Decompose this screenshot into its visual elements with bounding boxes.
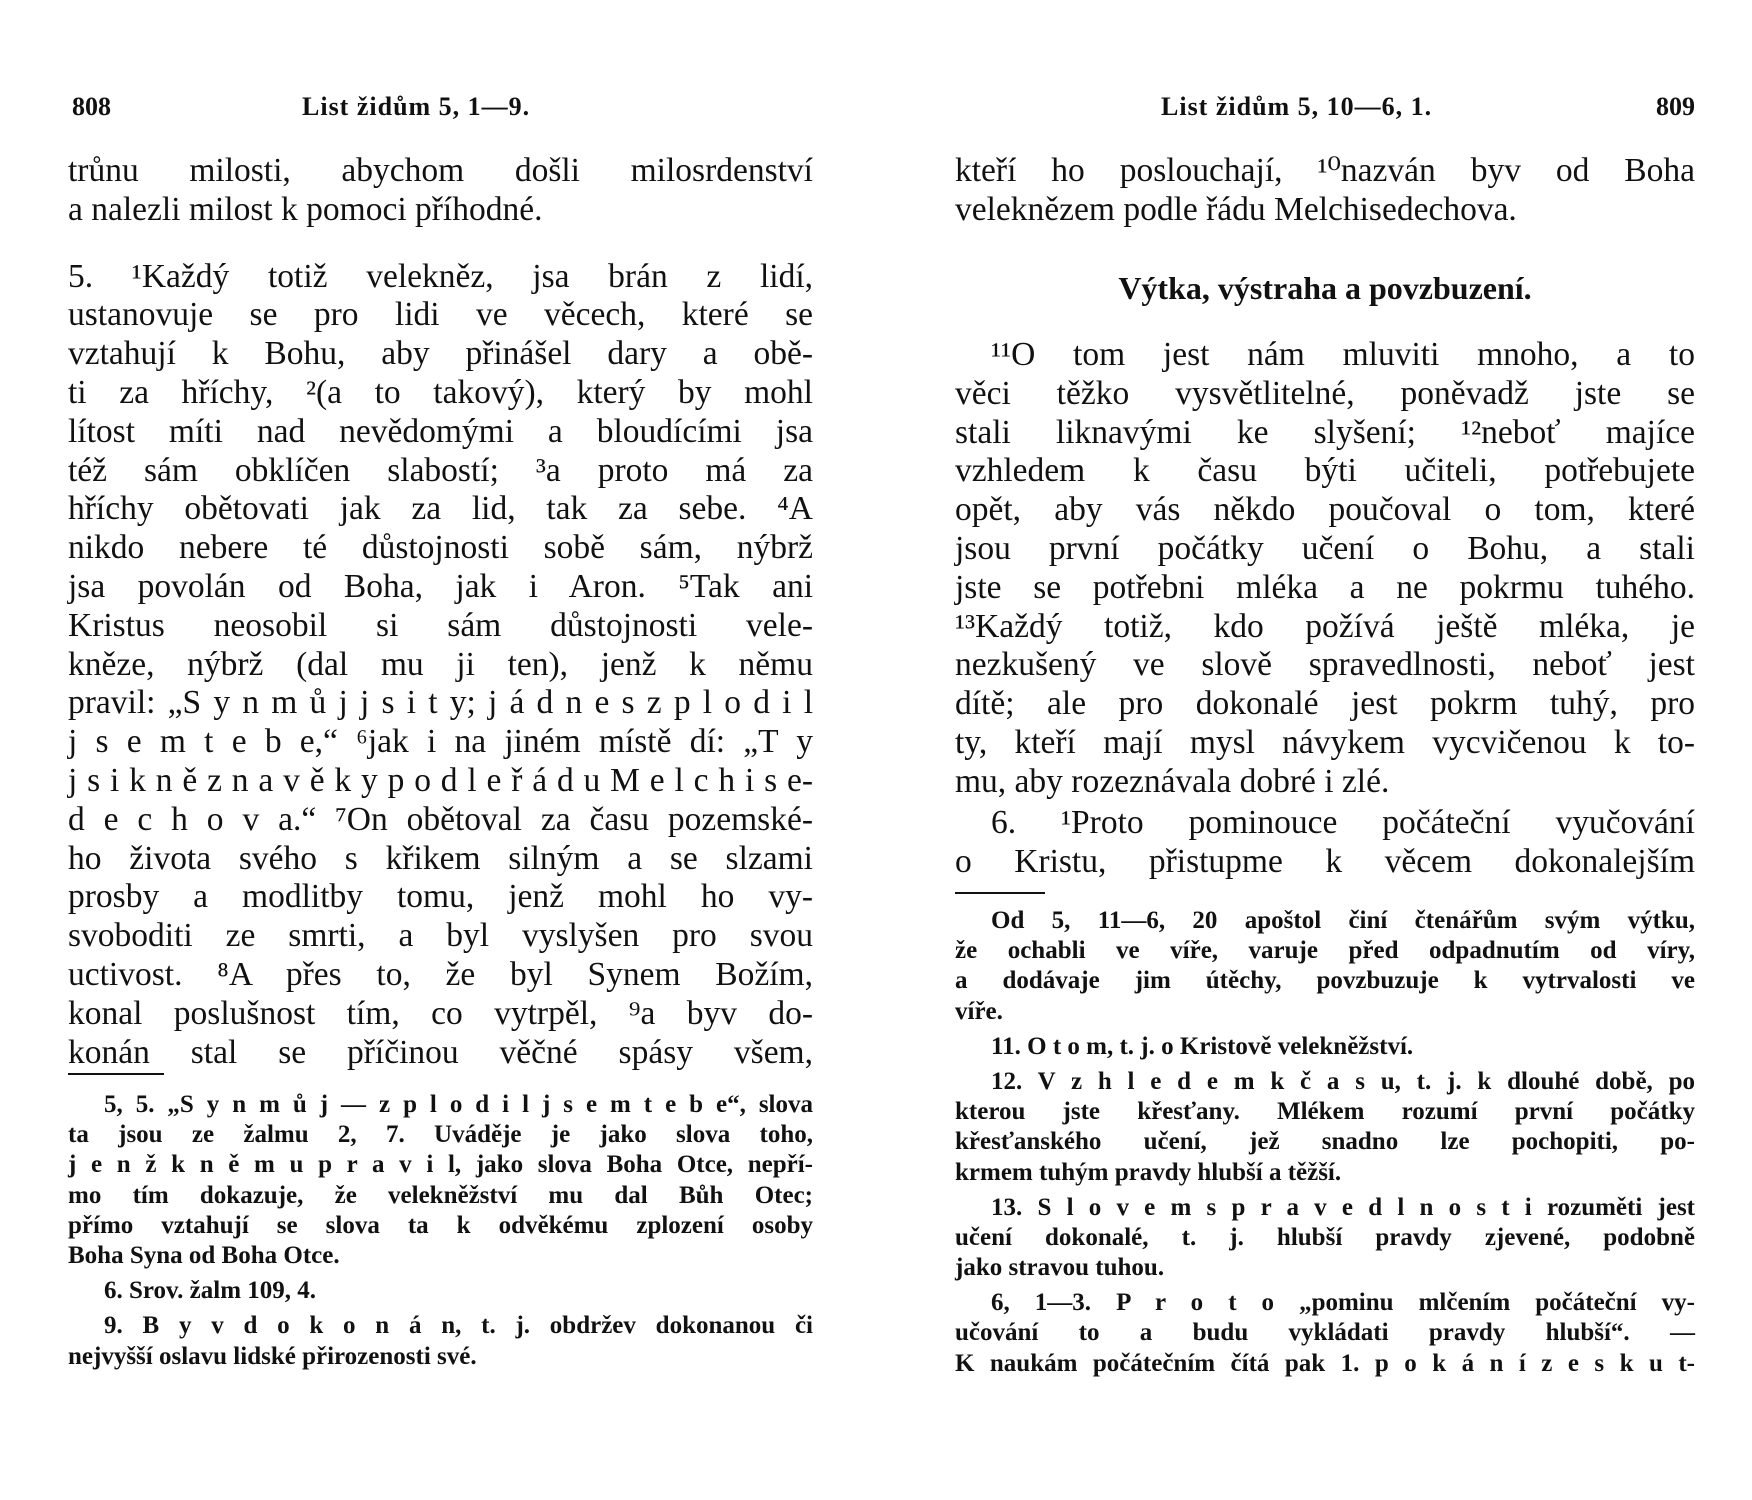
right-body-line: veleknězem podle řádu Melchisedechova.	[955, 190, 1517, 228]
left-footnotes	[68, 1090, 813, 1372]
left-body-line: nikdo nebere té důstojnosti sobě sám, nýbrž	[68, 529, 813, 567]
right-body-line: ¹¹O tom jest nám mluviti mnoho, a to	[991, 336, 1695, 373]
footnote-line: učování to a budu vykládati pravdy hlubší“. —	[955, 1319, 1695, 1347]
footnote-line: víře.	[955, 997, 1003, 1025]
left-body-line: ustanovuje se pro lidi ve věcech, které se	[68, 296, 813, 334]
left-body-line: 5. ¹Každý totiž velekněz, jsa brán z lidí,	[68, 257, 813, 295]
right-body-line: jste se potřebni mléka a ne pokrmu tuhého.	[955, 568, 1695, 606]
left-page	[68, 0, 813, 1500]
left-body-line: jsa povolán od Boha, jak i Aron. ⁵Tak ani	[68, 567, 813, 605]
left-body-line: j s i k n ě z n a v ě k y p o d l e ř á d u M e l c h i s e-	[68, 761, 813, 799]
left-body-text	[68, 152, 813, 1072]
footnote-divider	[955, 892, 1045, 894]
section-heading: Výtka, výstraha a povzbuzení.	[1118, 270, 1532, 306]
left-running-head	[68, 92, 813, 124]
right-body-line: dítě; ale pro dokonalé jest pokrm tuhý, pro	[955, 685, 1695, 723]
left-body-line: uctivost. ⁸A přes to, že byl Synem Božím,	[68, 955, 813, 993]
left-page-number: 808	[72, 92, 111, 121]
footnote-line: jako stravou tuhou.	[955, 1254, 1165, 1282]
footnote-line: 13. S l o v e m s p r a v e d l n o s t i rozuměti jest	[991, 1193, 1695, 1221]
footnote-line: 11. O t o m, t. j. o Kristově velekněžství.	[991, 1032, 1414, 1060]
left-body-line: j s e m t e b e,“ ⁶jak i na jiném místě dí: „T y	[68, 723, 813, 761]
right-body-text-bottom	[955, 804, 1695, 882]
left-running-title: List židům 5, 1—9.	[302, 92, 531, 121]
footnote-line: křesťanského učení, jež snadno lze pochopiti, po-	[955, 1128, 1695, 1156]
right-body-line: o Kristu, přistupme k věcem dokonalejším	[955, 842, 1695, 880]
right-body-line: mu, aby rozeznávala dobré i zlé.	[955, 762, 1390, 800]
left-body-line: trůnu milosti, abychom došli milosrdenství	[68, 152, 813, 189]
right-body-line: opět, aby vás někdo poučoval o tom, které	[955, 491, 1695, 529]
left-body-line: pravil: „S y n m ů j j s i t y; j á d n e s z p l o d i l	[68, 684, 813, 722]
right-body-line: stali liknavými ke slyšení; ¹²neboť majíce	[955, 413, 1695, 451]
footnote-line: j e n ž k n ě m u p r a v i l, jako slova Boha Otce, nepří-	[68, 1151, 813, 1179]
left-body-line: prosby a modlitby tomu, jenž mohl ho vy-	[68, 878, 813, 916]
left-body-line: a nalezli milost k pomoci příhodné.	[68, 190, 543, 228]
footnote-line: mo tím dokazuje, že velekněžství mu dal Bůh Otec;	[68, 1181, 813, 1209]
right-body-line: věci těžko vysvětlitelné, poněvadž jste se	[955, 374, 1695, 412]
right-body-line: jsou první počátky učení o Bohu, a stali	[955, 529, 1695, 567]
left-body-line: lítost míti nad nevědomými a bloudícími jsa	[68, 412, 813, 450]
right-page	[955, 0, 1695, 1500]
footnote-line: přímo vztahují se slova ta k odvěkému zplození osoby	[68, 1211, 813, 1239]
footnote-line: Boha Syna od Boha Otce.	[68, 1241, 340, 1269]
left-body-line: vztahují k Bohu, aby přinášel dary a obě-	[68, 335, 813, 373]
right-body-line: 6. ¹Proto pominouce počáteční vyučování	[991, 804, 1695, 841]
left-body-line: d e c h o v a.“ ⁷On obětoval za času pozemské-	[68, 800, 813, 838]
right-body-line: vzhledem k času býti učiteli, potřebujete	[955, 452, 1695, 490]
footnote-line: 6, 1—3. P r o t o „pominu mlčením počáteční vy-	[991, 1289, 1695, 1317]
footnote-line: kterou jste křesťany. Mlékem rozumí první počátky	[955, 1098, 1695, 1126]
left-body-line: konal poslušnost tím, co vytrpěl, ⁹a byv do-	[68, 994, 813, 1032]
right-body-text-top	[955, 152, 1695, 230]
footnote-line: 12. V z h l e d e m k č a s u, t. j. k dlouhé době, po	[991, 1067, 1695, 1095]
footnote-line: 5, 5. „S y n m ů j — z p l o d i l j s e m t e b e“, slova	[104, 1091, 813, 1118]
right-body-line: ¹³Každý totiž, kdo požívá ještě mléka, je	[955, 607, 1695, 645]
footnote-line: 6. Srov. žalm 109, 4.	[104, 1277, 317, 1305]
footnote-line: učení dokonalé, t. j. hlubší pravdy zjevené, podobně	[955, 1223, 1695, 1251]
right-running-title: List židům 5, 10—6, 1.	[1161, 92, 1433, 121]
footnote-line: ta jsou ze žalmu 2, 7. Uváděje je jako slova toho,	[68, 1121, 813, 1149]
right-footnotes	[955, 906, 1695, 1379]
footnote-line: že ochabli ve víře, varuje před odpadnutím od víry,	[955, 937, 1695, 965]
footnote-line: Od 5, 11—6, 20 apoštol činí čtenářům svým výtku,	[991, 907, 1695, 934]
left-body-line: kněze, nýbrž (dal mu ji ten), jenž k němu	[68, 645, 813, 683]
footnote-line: 9. B y v d o k o n á n, t. j. obdržev dokonanou či	[104, 1312, 813, 1340]
left-body-line: Kristus neosobil si sám důstojnosti vele-	[68, 606, 813, 644]
left-body-line: konán stal se příčinou věčné spásy všem,	[68, 1033, 813, 1071]
footnote-line: krmem tuhým pravdy hlubší a těžší.	[955, 1158, 1342, 1186]
left-body-line: hříchy obětovati jak za lid, tak za sebe. ⁴A	[68, 490, 813, 528]
right-running-head	[955, 92, 1695, 124]
right-body-line: ty, kteří mají mysl návykem vycvičenou k to-	[955, 723, 1695, 761]
footnote-divider	[68, 1073, 164, 1075]
left-body-line: svoboditi ze smrti, a byl vyslyšen pro svou	[68, 917, 813, 955]
left-body-line: ti za hříchy, ²(a to takový), který by mohl	[68, 373, 813, 411]
paragraph-gap	[68, 230, 813, 258]
left-body-line: ho života svého s křikem silným a se slzami	[68, 839, 813, 877]
footnote-line: K naukám počátečním čítá pak 1. p o k á n í z e s k u t-	[955, 1349, 1695, 1377]
right-body-line: nezkušený ve slově spravedlnosti, neboť jest	[955, 646, 1695, 684]
right-page-number: 809	[1656, 92, 1695, 121]
right-body-text-middle	[955, 336, 1695, 802]
left-body-line: též sám obklíčen slabostí; ³a proto má za	[68, 451, 813, 489]
footnote-line: nejvyšší oslavu lidské přirozenosti své.	[68, 1342, 477, 1370]
footnote-line: a dodávaje jim útěchy, povzbuzuje k vytrvalosti ve	[955, 967, 1695, 995]
right-body-line: kteří ho poslouchají, ¹⁰nazván byv od Boha	[955, 152, 1695, 189]
